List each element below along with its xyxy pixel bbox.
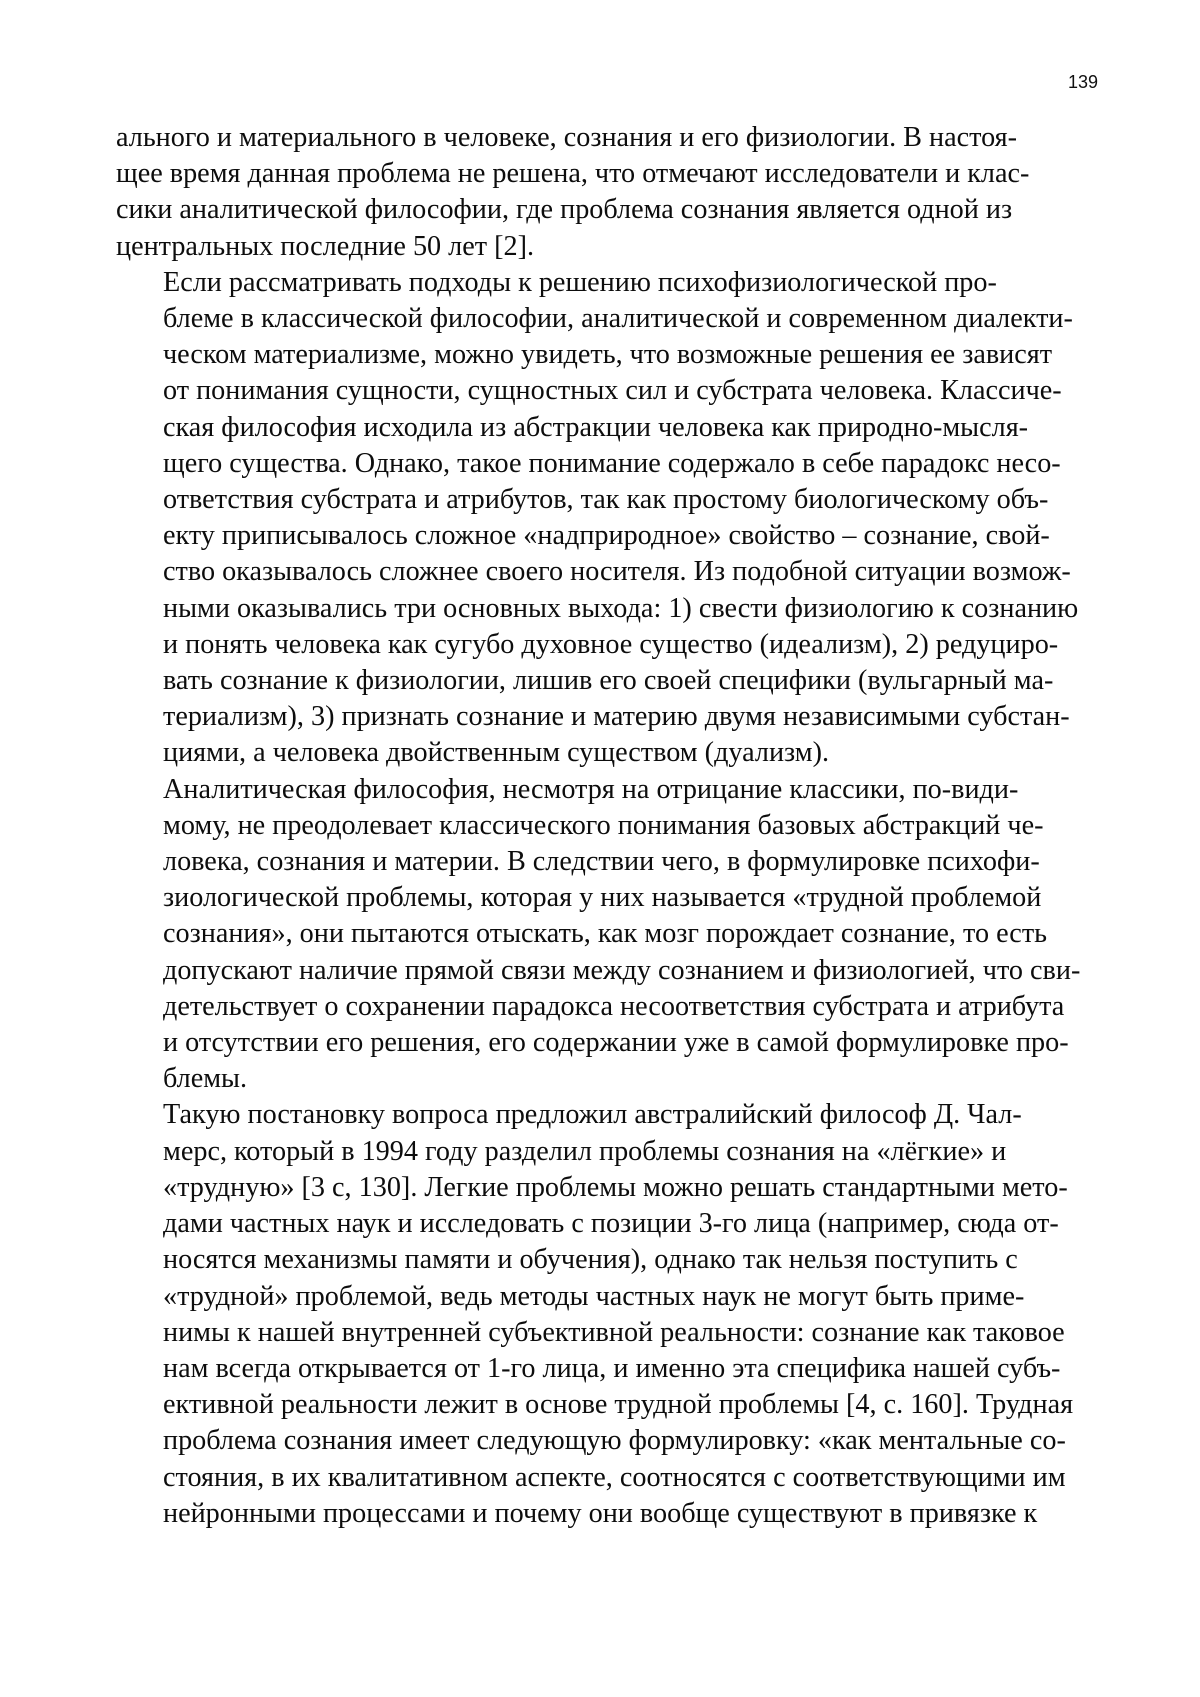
text-line: циями, а человека двойственным существом (дуализм). <box>116 735 1100 771</box>
text-line: центральных последние 50 лет [2]. <box>116 229 1100 265</box>
text-line: мерс, который в 1994 году разделил проблемы сознания на «лёгкие» и <box>116 1134 1100 1170</box>
text-line: проблема сознания имеет следующую формулировку: «как ментальные со- <box>116 1423 1100 1459</box>
text-line: ческом материализме, можно увидеть, что возможные решения ее зависят <box>116 337 1100 373</box>
text-line: зиологической проблемы, которая у них называется «трудной проблемой <box>116 880 1100 916</box>
text-line: мому, не преодолевает классического понимания базовых абстракций че- <box>116 808 1100 844</box>
page-number: 139 <box>1050 72 1098 93</box>
text-line: ство оказывалось сложнее своего носителя. Из подобной ситуации возмож- <box>116 554 1100 590</box>
text-line: Если рассматривать подходы к решению психофизиологической про- <box>116 265 1100 301</box>
paragraph-4 <box>116 1097 1100 1531</box>
document-page <box>0 0 1200 1697</box>
text-line: дами частных наук и исследовать с позиции 3-го лица (например, сюда от- <box>116 1206 1100 1242</box>
text-line: и отсутствии его решения, его содержании уже в самой формулировке про- <box>116 1025 1100 1061</box>
text-line: Такую постановку вопроса предложил австралийский философ Д. Чал- <box>116 1097 1100 1133</box>
text-line: «трудной» проблемой, ведь методы частных наук не могут быть приме- <box>116 1279 1100 1315</box>
text-line: блеме в классической философии, аналитической и современном диалекти- <box>116 301 1100 337</box>
text-line: и понять человека как сугубо духовное существо (идеализм), 2) редуциро- <box>116 627 1100 663</box>
text-line: от понимания сущности, сущностных сил и субстрата человека. Классиче- <box>116 373 1100 409</box>
text-line: «трудную» [3 с, 130]. Легкие проблемы можно решать стандартными мето- <box>116 1170 1100 1206</box>
text-line: сознания», они пытаются отыскать, как мозг порождает сознание, то есть <box>116 916 1100 952</box>
text-line: блемы. <box>116 1061 1100 1097</box>
text-line: ными оказывались три основных выхода: 1) свести физиологию к сознанию <box>116 591 1100 627</box>
text-line: нимы к нашей внутренней субъективной реальности: сознание как таковое <box>116 1315 1100 1351</box>
text-line: носятся механизмы памяти и обучения), однако так нельзя поступить с <box>116 1242 1100 1278</box>
text-line: нам всегда открывается от 1-го лица, и именно эта специфика нашей субъ- <box>116 1351 1100 1387</box>
text-line: ская философия исходила из абстракции человека как природно-мысля- <box>116 410 1100 446</box>
text-line: териализм), 3) признать сознание и материю двумя независимыми субстан- <box>116 699 1100 735</box>
text-line: нейронными процессами и почему они вообще существуют в привязке к <box>116 1496 1100 1532</box>
text-line: екту приписывалось сложное «надприродное» свойство – сознание, свой- <box>116 518 1100 554</box>
text-line: ответствия субстрата и атрибутов, так как простому биологическому объ- <box>116 482 1100 518</box>
paragraph-2 <box>116 265 1100 772</box>
text-line: допускают наличие прямой связи между сознанием и физиологией, что сви- <box>116 953 1100 989</box>
text-line: вать сознание к физиологии, лишив его своей специфики (вульгарный ма- <box>116 663 1100 699</box>
text-line: щего существа. Однако, такое понимание содержало в себе парадокс несо- <box>116 446 1100 482</box>
paragraph-1 <box>116 120 1100 265</box>
text-line: детельствует о сохранении парадокса несоответствия субстрата и атрибута <box>116 989 1100 1025</box>
text-line: ективной реальности лежит в основе трудной проблемы [4, с. 160]. Трудная <box>116 1387 1100 1423</box>
body-text <box>116 120 1100 1532</box>
text-line: щее время данная проблема не решена, что отмечают исследователи и клас- <box>116 156 1100 192</box>
text-line: ловека, сознания и материи. В следствии чего, в формулировке психофи- <box>116 844 1100 880</box>
text-line: ального и материального в человеке, сознания и его физиологии. В настоя- <box>116 120 1100 156</box>
text-line: стояния, в их квалитативном аспекте, соотносятся с соответствующими им <box>116 1460 1100 1496</box>
paragraph-3 <box>116 772 1100 1098</box>
text-line: сики аналитической философии, где проблема сознания является одной из <box>116 192 1100 228</box>
text-line: Аналитическая философия, несмотря на отрицание классики, по-види- <box>116 772 1100 808</box>
